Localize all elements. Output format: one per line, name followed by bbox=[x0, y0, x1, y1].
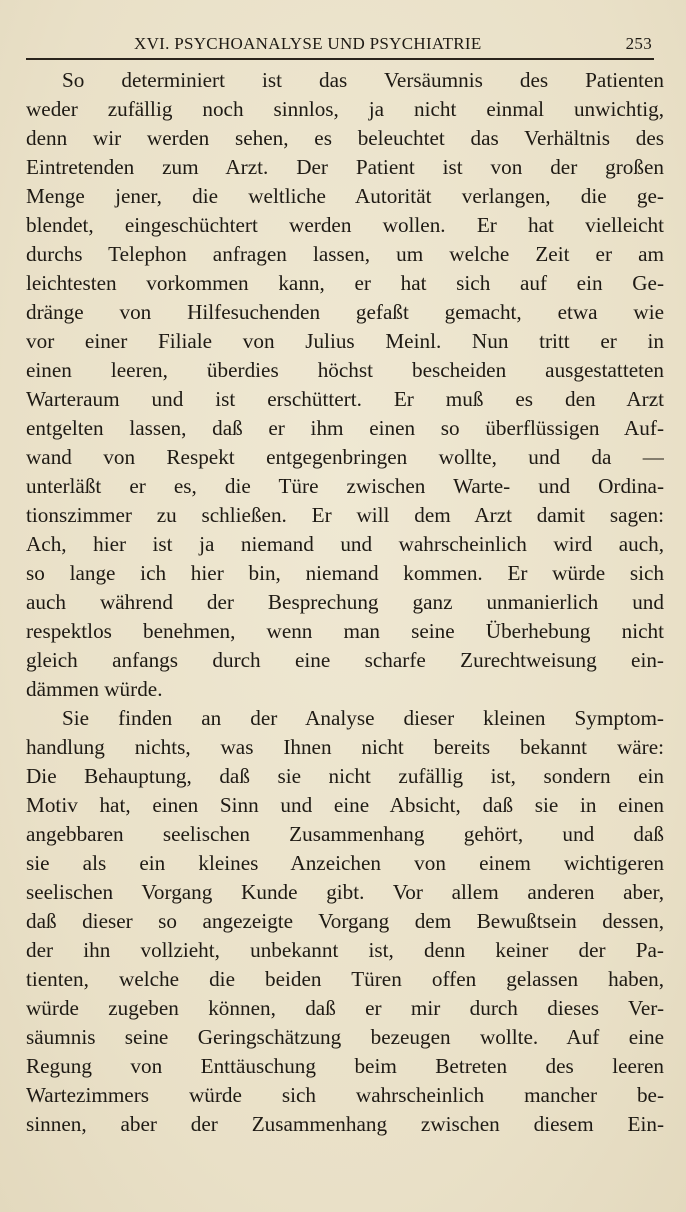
text-line: Regung von Enttäuschung beim Betreten des leeren bbox=[26, 1054, 664, 1078]
text-line: So determiniert ist das Versäumnis des Patienten bbox=[62, 68, 664, 92]
text-line: entgelten lassen, daß er ihm einen so überflüssigen Auf- bbox=[26, 416, 664, 440]
text-line: so lange ich hier bin, niemand kommen. Er würde sich bbox=[26, 561, 664, 585]
text-line: respektlos benehmen, wenn man seine Überhebung nicht bbox=[26, 619, 664, 643]
text-line: Warteraum und ist erschüttert. Er muß es den Arzt bbox=[26, 387, 664, 411]
text-line: Die Behauptung, daß sie nicht zufällig ist, sondern ein bbox=[26, 764, 664, 788]
text-line: würde zugeben können, daß er mir durch dieses Ver- bbox=[26, 996, 664, 1020]
text-line: säumnis seine Geringschätzung bezeugen wollte. Auf eine bbox=[26, 1025, 664, 1049]
running-head bbox=[26, 32, 654, 60]
text-line: Wartezimmers würde sich wahrscheinlich mancher be- bbox=[26, 1083, 664, 1107]
text-line: tienten, welche die beiden Türen offen gelassen haben, bbox=[26, 967, 664, 991]
chapter-title: XVI. PSYCHOANALYSE UND PSYCHIATRIE bbox=[134, 34, 482, 53]
body-text bbox=[26, 66, 664, 1139]
text-line: Motiv hat, einen Sinn und eine Absicht, daß sie in einen bbox=[26, 793, 664, 817]
text-line: leichtesten vorkommen kann, er hat sich auf ein Ge- bbox=[26, 271, 664, 295]
text-line: angebbaren seelischen Zusammenhang gehört, und daß bbox=[26, 822, 664, 846]
text-line: auch während der Besprechung ganz unmanierlich und bbox=[26, 590, 664, 614]
text-line: sinnen, aber der Zusammenhang zwischen diesem Ein- bbox=[26, 1112, 664, 1136]
text-line: der ihn vollzieht, unbekannt ist, denn keiner der Pa- bbox=[26, 938, 664, 962]
text-line: seelischen Vorgang Kunde gibt. Vor allem anderen aber, bbox=[26, 880, 664, 904]
text-line: durchs Telephon anfragen lassen, um welche Zeit er am bbox=[26, 242, 664, 266]
page-number: 253 bbox=[625, 34, 652, 53]
text-line: blendet, eingeschüchtert werden wollen. Er hat vielleicht bbox=[26, 213, 664, 237]
text-line: daß dieser so angezeigte Vorgang dem Bewußtsein dessen, bbox=[26, 909, 664, 933]
text-line: dränge von Hilfesuchenden gefaßt gemacht, etwa wie bbox=[26, 300, 664, 324]
text-line: vor einer Filiale von Julius Meinl. Nun tritt er in bbox=[26, 329, 664, 353]
text-line: einen leeren, überdies höchst bescheiden ausgestatteten bbox=[26, 358, 664, 382]
text-line: sie als ein kleines Anzeichen von einem wichtigeren bbox=[26, 851, 664, 875]
text-line: tionszimmer zu schließen. Er will dem Arzt damit sagen: bbox=[26, 503, 664, 527]
text-line: Ach, hier ist ja niemand und wahrscheinlich wird auch, bbox=[26, 532, 664, 556]
text-line: wand von Respekt entgegenbringen wollte, und da — bbox=[26, 445, 664, 469]
text-line: weder zufällig noch sinnlos, ja nicht einmal unwichtig, bbox=[26, 97, 664, 121]
text-line: dämmen würde. bbox=[26, 677, 163, 701]
text-line: Menge jener, die weltliche Autorität verlangen, die ge- bbox=[26, 184, 664, 208]
text-line: Sie finden an der Analyse dieser kleinen Symptom- bbox=[62, 706, 664, 730]
text-line: unterläßt er es, die Türe zwischen Warte- und Ordina- bbox=[26, 474, 664, 498]
text-line: handlung nichts, was Ihnen nicht bereits bekannt wäre: bbox=[26, 735, 664, 759]
text-line: gleich anfangs durch eine scharfe Zurechtweisung ein- bbox=[26, 648, 664, 672]
text-line: denn wir werden sehen, es beleuchtet das Verhältnis des bbox=[26, 126, 664, 150]
text-line: Eintretenden zum Arzt. Der Patient ist von der großen bbox=[26, 155, 664, 179]
